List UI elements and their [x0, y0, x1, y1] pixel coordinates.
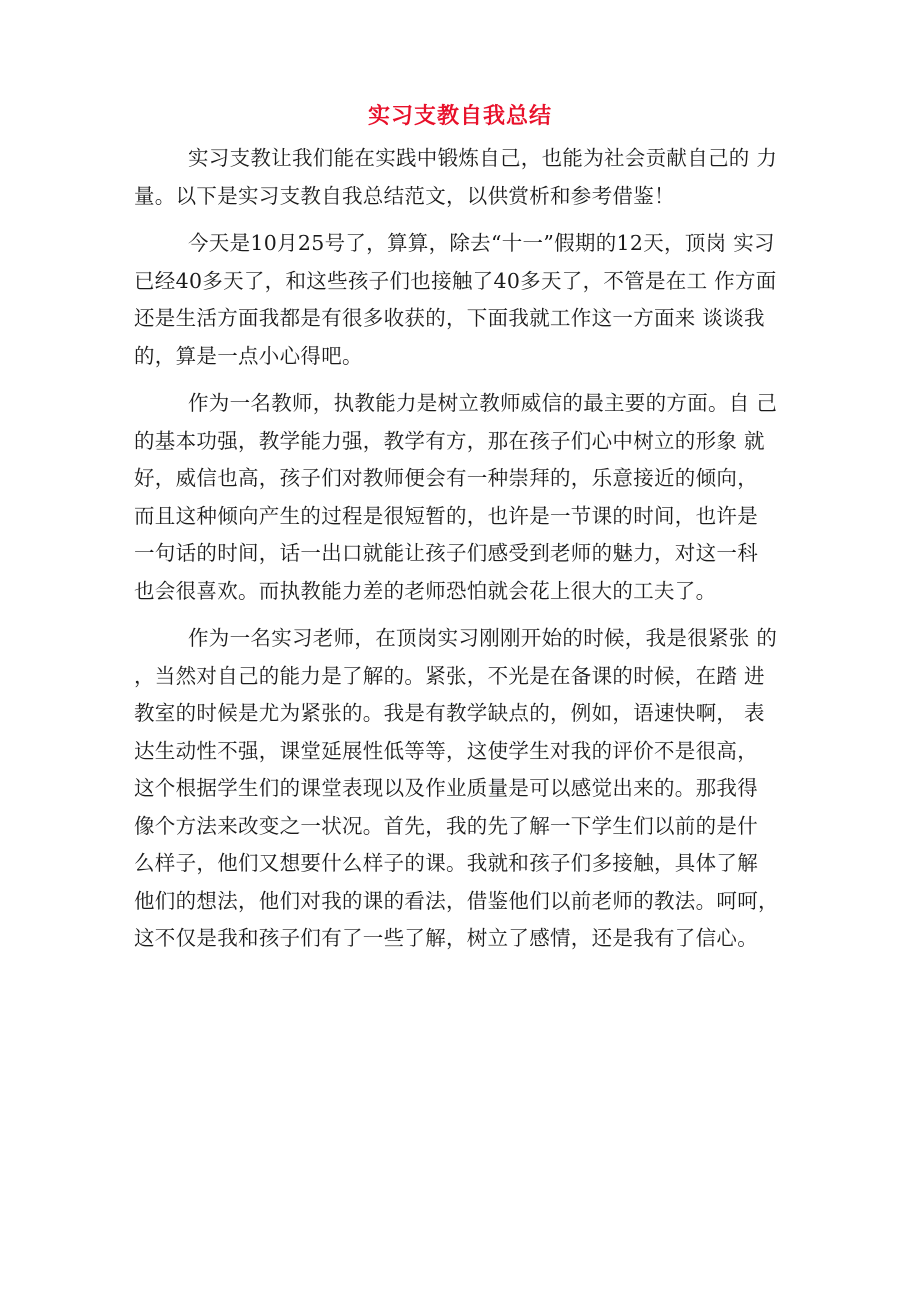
paragraph-line: 么样子，他们又想要什么样子的课。我就和孩子们多接触，具体了解 [134, 851, 758, 875]
paragraph-line: 这不仅是我和孩子们有了一些了解，树立了感情，还是我有了信心。 [134, 926, 758, 950]
paragraph-2 [134, 225, 802, 375]
paragraph-line: 还是生活方面我都是有很多收获的，下面我就工作这一方面来 谈谈我 [134, 306, 765, 330]
paragraph-1 [134, 140, 802, 215]
paragraph-line: 这个根据学生们的课堂表现以及作业质量是可以感觉出来的。那我得 [134, 776, 758, 800]
paragraph-3 [134, 385, 802, 610]
paragraph-line: 已经40多天了，和这些孩子们也接触了40多天了，不管是在工 作方面 [134, 268, 777, 293]
paragraph-line: 作为一名教师，执教能力是树立教师威信的最主要的方面。自 己 [188, 391, 778, 415]
paragraph-line: 也会很喜欢。而执教能力差的老师恐怕就会花上很大的工夫了。 [134, 578, 717, 603]
paragraph-line: 像个方法来改变之一状况。首先，我的先了解一下学生们以前的是什 [134, 813, 758, 838]
paragraph-line: 他们的想法，他们对我的课的看法，借鉴他们以前老师的教法。呵呵， [134, 888, 779, 913]
document-title: 实习支教自我总结 [367, 103, 552, 129]
paragraph-line: 实习支教让我们能在实践中锻炼自己，也能为社会贡献自己的 力 [188, 146, 778, 170]
paragraph-4 [134, 620, 802, 958]
paragraph-line: 教室的时候是尤为紧张的。我是有教学缺点的，例如，语速快啊， 表 [134, 701, 765, 725]
paragraph-line: 作为一名实习老师，在顶岗实习刚刚开始的时候，我是很紧张 的 [188, 626, 778, 650]
document-body [134, 140, 802, 968]
paragraph-line: ，当然对自己的能力是了解的。紧张，不光是在备课的时候，在踏 进 [134, 663, 765, 688]
paragraph-line: 量。以下是实习支教自我总结范文，以供赏析和参考借鉴！ [134, 183, 675, 208]
paragraph-line: 一句话的时间，话一出口就能让孩子们感受到老师的魅力，对这一科 [134, 541, 758, 565]
paragraph-line: 好，威信也高，孩子们对教师便会有一种崇拜的，乐意接近的倾向， [134, 466, 758, 490]
paragraph-line: 今天是10月25号了，算算，除去“十一”假期的12天，顶岗 实习 [188, 231, 775, 255]
paragraph-line: 的，算是一点小心得吧。 [134, 343, 363, 368]
paragraph-line: 的基本功强，教学能力强，教学有方，那在孩子们心中树立的形象 就 [134, 428, 765, 453]
paragraph-line: 达生动性不强，课堂延展性低等等，这使学生对我的评价不是很高， [134, 738, 758, 763]
paragraph-line: 而且这种倾向产生的过程是很短暂的，也许是一节课的时间，也许是 [134, 503, 758, 528]
